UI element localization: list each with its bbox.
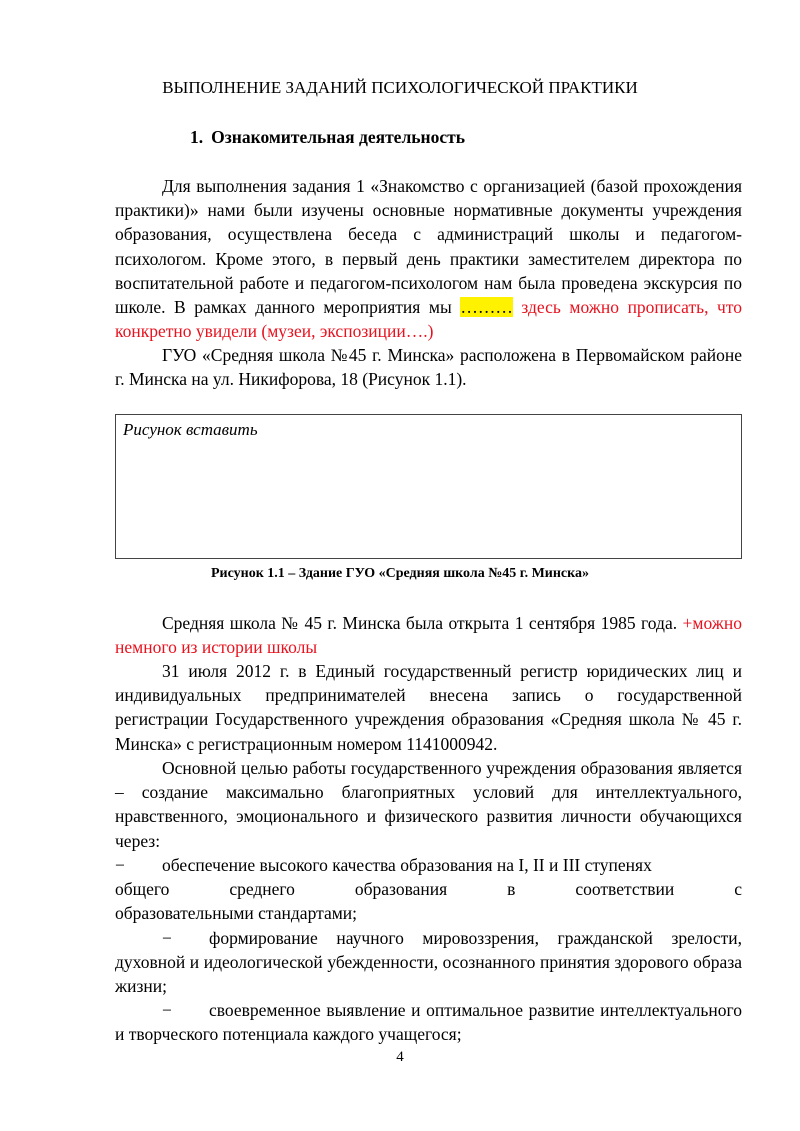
paragraph-opening [115,611,742,659]
figure-caption: Рисунок 1.1 – Здание ГУО «Средняя школа №45 г. Минска» [211,566,589,581]
section-heading [190,127,465,148]
list-item-first-line [115,853,742,877]
list-word: общего [115,879,170,900]
list-item-text: формирование научного мировоззрения, гражданской зрелости, духовной и идеологической убежденности, осознанного принятия здорового образа жизни; [115,928,742,997]
list-item-text: своевременное выявление и оптимальное развитие интеллектуального и творческого потенциала каждого учащегося; [115,1000,742,1045]
list-word: с [734,879,742,900]
editor-note: здесь можно прописать, что конкретно увидели (музеи, экспозиции….) [115,297,743,342]
editor-note-history: +можно немного из истории школы [115,613,743,658]
page-number: 4 [396,1049,404,1065]
paragraph-opening-text: Средняя школа № 45 г. Минска была открыта 1 сентября 1985 года. [162,613,678,633]
list-item-text: обеспечение высокого качества образования на I, II и III ступенях [162,855,652,875]
dash-bullet: − [162,928,172,948]
list-word: соответствии [575,879,675,900]
figure-placeholder-text: Рисунок вставить [123,420,258,439]
list-item-last-line: образовательными стандартами; [115,903,358,924]
list-item-justified-line [115,877,742,901]
document-title: ВЫПОЛНЕНИЕ ЗАДАНИЙ ПСИХОЛОГИЧЕСКОЙ ПРАКТИКИ [162,78,638,97]
list-word: образования [354,879,448,900]
figure-placeholder-box [115,414,742,559]
section-number: 1. [190,127,204,147]
paragraph-excursion [115,174,742,343]
highlighted-placeholder: ……… [460,297,513,318]
paragraph-excursion-text: Для выполнения задания 1 «Знакомство с организацией (базой прохождения практики)» нами были изучены основные нормативные документы учреждения образования, осуществлена беседа с администраций школы и педагогом-психологом. Кроме этого, в первый день практики заместителем директора по воспитательной работе и педагогом-психологом нам была проведена экскурсия по школе. В рамках данного мероприятия мы [115,176,742,318]
paragraph-goal: Основной целью работы государственного учреждения образования является – создание максимально благоприятных условий для интеллектуального, нравственного, эмоционального и физического развития личности обучающихся через: [115,758,742,851]
list-item [115,998,742,1046]
paragraph-location: ГУО «Средняя школа №45 г. Минска» расположена в Первомайском районе г. Минска на ул. Никифорова, 18 (Рисунок 1.1). [115,345,742,390]
list-item [115,853,742,926]
dash-bullet: − [115,855,125,875]
dash-bullet: − [162,1000,172,1020]
list-word: среднего [229,879,295,900]
paragraph-registration: 31 июля 2012 г. в Единый государственный регистр юридических лиц и индивидуальных предпринимателей внесена запись о государственной регистрации Государственного учреждения образования «Средняя школа № 45 г. Минска» с регистрационным номером 1141000942. [115,661,742,754]
list-word: в [507,879,516,900]
list-item [115,926,742,999]
section-heading-text: Ознакомительная деятельность [211,127,465,147]
